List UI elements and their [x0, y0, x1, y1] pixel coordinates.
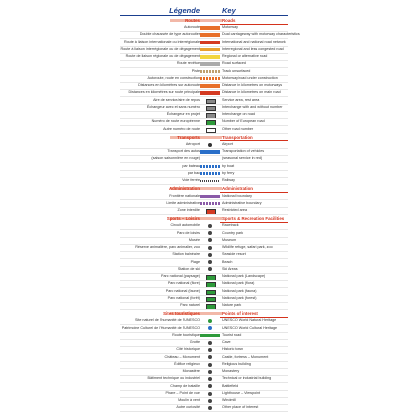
- legend-label-english: Transportation of vehicles: [222, 148, 264, 155]
- legend-row: [120, 332, 288, 339]
- legend-label-french: Échangeur en projet: [167, 111, 200, 118]
- legend-label-french: Champ de bataille: [170, 383, 200, 390]
- legend-row: [120, 39, 288, 46]
- legend-label-english: (seasonal service in red): [222, 155, 262, 162]
- legend-row: [120, 375, 288, 382]
- legend-label-french: Parc national (forêt): [168, 295, 200, 302]
- section-title-english: Sports & Recreation Facilities: [222, 215, 284, 222]
- section-title-english: Points of interest: [222, 310, 258, 317]
- legend-symbol: [208, 267, 212, 271]
- legend-symbol: [200, 33, 220, 37]
- legend-label-french: Château – Monument: [165, 354, 200, 361]
- legend-label-french: Moulin à vent: [178, 397, 200, 404]
- legend-label-english: Interregional and less congested road: [222, 46, 284, 53]
- legend-row: [120, 170, 288, 177]
- legend-label-english: Number of European road: [222, 118, 265, 125]
- legend-symbol: [208, 384, 212, 388]
- legend-label-english: National boundary: [222, 193, 252, 200]
- legend-label-english: National park (forest): [222, 295, 256, 302]
- legend-label-english: UNESCO World Natural Heritage: [222, 317, 276, 324]
- legend-row: [120, 397, 288, 404]
- legend-symbol: [208, 238, 212, 242]
- legend-label-french: Station de ski: [178, 266, 200, 273]
- legend-label-french: Voie ferrée: [182, 177, 200, 184]
- legend-label-english: Historic town: [222, 346, 243, 353]
- legend-row: [120, 404, 288, 411]
- legend-row: [120, 361, 288, 368]
- legend-row: [120, 118, 288, 125]
- legend-label-english: Railway: [222, 177, 235, 184]
- legend-label-english: Battlefield: [222, 383, 238, 390]
- legend-row: [120, 288, 288, 295]
- legend-row: [120, 104, 288, 111]
- legend-label-english: Ski Areas: [222, 266, 238, 273]
- legend-symbol: [200, 202, 220, 206]
- legend-row: [120, 383, 288, 390]
- legend-row: [120, 82, 288, 89]
- legend-label-english: Wildlife refuge, safari park, zoo: [222, 244, 273, 251]
- section-title-french: Sports – Loisirs: [167, 215, 200, 222]
- legend-row: [120, 273, 288, 280]
- legend-label-french: Limite administrative: [166, 200, 200, 207]
- legend-label-english: Technical or industrial building: [222, 375, 271, 382]
- legend-label-french: Parc naturel: [180, 302, 200, 309]
- legend-label-english: Road surfaced: [222, 60, 246, 67]
- legend-row: [120, 111, 288, 118]
- legend-label-french: Plage: [191, 259, 200, 266]
- legend-row: [120, 75, 288, 82]
- legend-symbol: [200, 26, 220, 30]
- legend-symbol: [208, 326, 212, 330]
- legend-label-french: Autre curiosité: [176, 404, 200, 411]
- legend-row: [120, 346, 288, 353]
- section-administration: [120, 185, 288, 192]
- section-title-english: Transportation: [222, 134, 253, 141]
- legend-row: [120, 193, 288, 200]
- legend-symbol: [200, 180, 220, 182]
- legend-row: [120, 97, 288, 104]
- legend-symbol: [200, 150, 220, 154]
- legend-label-english: Windmill: [222, 397, 236, 404]
- legend-label-french: Parc de loisirs: [177, 230, 200, 237]
- legend-row: [120, 31, 288, 38]
- legend-label-english: Tourist road: [222, 332, 241, 339]
- legend-label-english: National park (fauna): [222, 288, 256, 295]
- legend-label-english: UNESCO World Cultural Heritage: [222, 325, 277, 332]
- legend-label-french: Parc national (paysage): [161, 273, 200, 280]
- legend-row: [120, 177, 288, 184]
- legend-label-french: Phare – Point de vue: [166, 390, 200, 397]
- legend-label-french: Double chaussée de type autoroutier: [140, 31, 200, 38]
- section-routes: [120, 17, 288, 24]
- legend-label-french: Station balnéaire: [172, 251, 200, 258]
- legend-label-french: Site naturel de l'humanité de l'UNESCO: [135, 317, 200, 324]
- legend-symbol: [208, 348, 212, 352]
- legend-label-english: Lighthouse – Viewpoint: [222, 390, 260, 397]
- legend-row: [120, 244, 288, 251]
- legend-label-french: Monastère: [183, 368, 200, 375]
- section-title-french: Administration: [169, 185, 200, 192]
- legend-label-french: par bac: [188, 170, 200, 177]
- section-title-french: Transports: [177, 134, 200, 141]
- legend-row: [120, 126, 288, 133]
- legend-row: [120, 89, 288, 96]
- legend-label-french: Parc national (flore): [168, 280, 200, 287]
- legend-label-french: Zone interdite: [177, 207, 200, 214]
- legend-label-english: Distance in kilometres on main road: [222, 89, 281, 96]
- legend-title-english: Key: [222, 6, 236, 16]
- legend-row: [120, 46, 288, 53]
- legend-label-english: Racetrack: [222, 222, 239, 229]
- legend-row: [120, 141, 288, 148]
- legend-label-english: Administrative boundary: [222, 200, 262, 207]
- legend-label-french: Autoroute: [184, 24, 200, 31]
- legend-row: [120, 230, 288, 237]
- section-transports: [120, 134, 288, 141]
- legend-label-english: Airport: [222, 141, 233, 148]
- legend-label-english: Track unsurfaced: [222, 68, 250, 75]
- legend-symbol: [200, 165, 220, 169]
- legend-symbol: [208, 341, 212, 345]
- legend-label-french: Parc national (faune): [166, 288, 200, 295]
- legend-symbol: [208, 224, 212, 228]
- legend-label-english: Restricted area: [222, 207, 247, 214]
- legend-label-english: Museum: [222, 237, 236, 244]
- legend-row: [120, 24, 288, 31]
- legend-symbol: [208, 355, 212, 359]
- legend-row: [120, 317, 288, 324]
- section-title-french: Routes: [185, 17, 200, 24]
- legend-label-french: Route à liaison interrégionale ou de dégagement: [120, 46, 200, 53]
- legend-symbol: [200, 172, 220, 176]
- section-title-french: Sites touristiques: [163, 310, 200, 317]
- legend-label-french: par bateau: [182, 163, 200, 170]
- legend-symbol: [200, 62, 220, 66]
- legend-label-english: Other road number: [222, 126, 253, 133]
- legend-label-french: Aéroport: [186, 141, 200, 148]
- legend-row: [120, 354, 288, 361]
- legend-label-english: International and national road network: [222, 39, 286, 46]
- section-title-english: Roads: [222, 17, 235, 24]
- legend-title-french: Légende: [169, 6, 200, 16]
- legend-label-french: Route à liaison internationale ou interrégionale: [124, 39, 200, 46]
- section-sites: [120, 310, 288, 317]
- legend-row: [120, 302, 288, 309]
- legend-label-french: Patrimoine Culturel de l'Humanité de l'UNESCO: [122, 325, 200, 332]
- legend-row: [120, 339, 288, 346]
- legend-label-english: Cave: [222, 339, 231, 346]
- legend-sections: [120, 17, 288, 412]
- legend-label-english: Seaside resort: [222, 251, 246, 258]
- legend-symbol: [208, 231, 212, 235]
- legend-row: [120, 266, 288, 273]
- legend-row: [120, 259, 288, 266]
- header-rule: [120, 15, 288, 16]
- legend-symbol: [200, 334, 220, 338]
- legend-symbol: [200, 70, 220, 74]
- legend-symbol: [200, 195, 220, 199]
- legend-symbol: [200, 55, 220, 59]
- legend-row: [120, 200, 288, 207]
- legend-symbol: [208, 406, 212, 410]
- legend-label-english: Other place of interest: [222, 404, 258, 411]
- legend-row: [120, 53, 288, 60]
- legend-row: [120, 60, 288, 67]
- legend-label-english: Distance in kilometres on motorways: [222, 82, 282, 89]
- legend-label-english: Motorway/road under construction: [222, 75, 278, 82]
- legend-label-english: by boat: [222, 163, 234, 170]
- legend-label-french: Grotte: [190, 339, 200, 346]
- legend-symbol: [208, 377, 212, 381]
- legend-symbol: [208, 319, 212, 323]
- legend-row: [120, 68, 288, 75]
- legend-symbol: [200, 48, 220, 52]
- legend-label-french: Bâtiment technique ou industriel: [148, 375, 200, 382]
- legend-row: [120, 237, 288, 244]
- legend-symbol: [200, 41, 220, 45]
- legend-row: [120, 280, 288, 287]
- legend-label-english: Interchange with and without number: [222, 104, 282, 111]
- legend-row: [120, 222, 288, 229]
- legend-panel: [120, 6, 288, 412]
- legend-symbol: [208, 260, 212, 264]
- legend-label-french: Route de liaison régionale ou de dégagement: [126, 53, 200, 60]
- legend-label-french: Frontière nationale: [169, 193, 200, 200]
- legend-label-french: Échangeur avec et sans numéro: [147, 104, 200, 111]
- legend-symbol: [208, 399, 212, 403]
- legend-row: [120, 155, 288, 162]
- legend-label-english: by ferry: [222, 170, 234, 177]
- legend-label-english: Motorway: [222, 24, 238, 31]
- legend-label-english: Castle, fortress – Monument: [222, 354, 268, 361]
- legend-label-french: Aire de service/aire de repos: [153, 97, 200, 104]
- legend-label-french: Circuit automobile: [170, 222, 200, 229]
- legend-row: [120, 148, 288, 155]
- legend-label-english: Nature park: [222, 302, 241, 309]
- legend-row: [120, 295, 288, 302]
- legend-label-french: Piste: [192, 68, 200, 75]
- legend-label-english: Dual carriageway with motorway characteristics: [222, 31, 300, 38]
- legend-label-french: Numéro de route européenne: [152, 118, 200, 125]
- legend-symbol: [200, 84, 220, 88]
- legend-label-french: (saison saisonnière en rouge): [151, 155, 200, 162]
- legend-label-english: Monastery: [222, 368, 239, 375]
- section-title-english: Administration: [222, 185, 253, 192]
- legend-label-french: Route revêtue: [177, 60, 200, 67]
- legend-label-french: Musée: [189, 237, 200, 244]
- legend-label-english: National park (Landscape): [222, 273, 265, 280]
- legend-symbol: [208, 246, 212, 250]
- legend-symbol: [200, 91, 220, 95]
- legend-label-english: Interchange on road: [222, 111, 255, 118]
- legend-row: [120, 251, 288, 258]
- legend-symbol: [208, 392, 212, 396]
- legend-symbol: [208, 253, 212, 257]
- legend-label-english: National park (flora): [222, 280, 254, 287]
- legend-label-english: Regional or alternative road: [222, 53, 267, 60]
- legend-label-english: Country park: [222, 230, 243, 237]
- legend-label-french: Autoroute, route en construction: [148, 75, 200, 82]
- legend-label-french: Distances en kilomètres sur autoroute: [138, 82, 200, 89]
- legend-label-french: Route touristique: [172, 332, 200, 339]
- legend-label-french: Réserve animalière, parc animalier, zoo: [135, 244, 200, 251]
- legend-header: [120, 6, 288, 16]
- legend-label-english: Religious building: [222, 361, 251, 368]
- legend-row: [120, 390, 288, 397]
- legend-label-english: Beach: [222, 259, 232, 266]
- legend-symbol: [200, 77, 220, 81]
- legend-label-english: Service area, rest area: [222, 97, 259, 104]
- legend-symbol: [208, 363, 212, 367]
- legend-row: [120, 368, 288, 375]
- legend-row: [120, 207, 288, 214]
- legend-row: [120, 163, 288, 170]
- legend-row: [120, 325, 288, 332]
- legend-label-french: Édifice religieux: [174, 361, 200, 368]
- legend-label-french: Cité historique: [176, 346, 200, 353]
- legend-label-french: Distances en kilomètres sur route principale: [128, 89, 200, 96]
- legend-label-french: Autre numéro de route: [163, 126, 200, 133]
- legend-symbol: [208, 143, 212, 147]
- legend-label-french: Transport des autos: [167, 148, 200, 155]
- legend-symbol: [208, 370, 212, 374]
- section-sports: [120, 215, 288, 222]
